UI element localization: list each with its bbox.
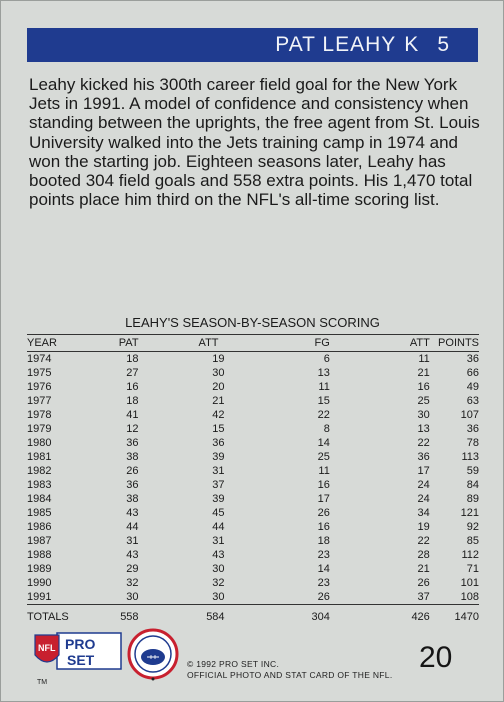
table-row [27, 478, 479, 492]
table-row [27, 408, 479, 422]
cell-fg-att: 13 [417, 423, 430, 435]
cell-fg: 25 [317, 451, 330, 463]
cell-pat-att: 45 [212, 507, 225, 519]
cell-pat-att: 39 [212, 451, 225, 463]
stats-title: LEAHY'S SEASON-BY-SEASON SCORING [125, 315, 380, 330]
cell-year: 1984 [27, 493, 52, 505]
cell-fg: 26 [317, 507, 330, 519]
card-number: 20 [419, 641, 453, 674]
cell-year: 1982 [27, 465, 52, 477]
cell-pat-att: 43 [212, 549, 225, 561]
table-row [27, 380, 479, 394]
cell-fg: 8 [323, 423, 330, 435]
cell-fg-att: 24 [417, 479, 430, 491]
cell-points: 66 [466, 367, 479, 379]
cell-points: 36 [466, 423, 479, 435]
cell-points: 89 [466, 493, 479, 505]
total-fg-att: 426 [330, 605, 430, 628]
cell-year: 1975 [27, 367, 52, 379]
cell-points: 63 [466, 395, 479, 407]
cell-pat: 30 [126, 591, 139, 603]
cell-year: 1979 [27, 423, 52, 435]
cell-year: 1980 [27, 437, 52, 449]
stats-body [27, 352, 479, 628]
cell-fg-att: 22 [417, 437, 430, 449]
logo-text-pro: PRO [65, 636, 96, 652]
cell-pat: 16 [126, 381, 139, 393]
player-name: PAT LEAHY [275, 33, 397, 56]
copyright-text [187, 659, 427, 681]
cell-pat: 31 [126, 535, 139, 547]
total-pat: 558 [69, 605, 139, 628]
cell-year: 1988 [27, 549, 52, 561]
cell-fg: 26 [317, 591, 330, 603]
cell-pat: 43 [126, 549, 139, 561]
cell-fg: 11 [318, 381, 330, 393]
cell-pat: 36 [126, 437, 139, 449]
cell-fg-att: 28 [417, 549, 430, 561]
table-row [27, 534, 479, 548]
cell-fg-att: 21 [417, 367, 430, 379]
cell-pat: 18 [126, 353, 139, 365]
cell-year: 1983 [27, 479, 52, 491]
cell-pat-att: 30 [212, 591, 225, 603]
cell-pat-att: 36 [212, 437, 225, 449]
table-row [27, 422, 479, 436]
cell-pat: 38 [126, 451, 139, 463]
cell-fg-att: 24 [417, 493, 430, 505]
cell-year: 1981 [27, 451, 52, 463]
cell-pat: 43 [126, 507, 139, 519]
cell-year: 1987 [27, 535, 52, 547]
cell-pat: 38 [126, 493, 139, 505]
cell-pat-att: 42 [212, 409, 225, 421]
copyright-line-2: OFFICIAL PHOTO AND STAT CARD OF THE NFL. [187, 670, 393, 680]
cell-pat-att: 30 [212, 563, 225, 575]
cell-points: 78 [466, 437, 479, 449]
cell-points: 85 [466, 535, 479, 547]
cell-fg: 15 [317, 395, 330, 407]
cell-pat: 36 [126, 479, 139, 491]
cell-pat-att: 21 [212, 395, 225, 407]
cell-pat: 12 [126, 423, 139, 435]
cell-year: 1974 [27, 353, 52, 365]
table-row [27, 366, 479, 380]
cell-pat-att: 19 [212, 353, 225, 365]
cell-points: 107 [460, 409, 479, 421]
cell-points: 112 [461, 549, 479, 561]
cell-pat: 18 [126, 395, 139, 407]
cell-points: 59 [466, 465, 479, 477]
cell-pat-att: 20 [212, 381, 225, 393]
cell-fg: 23 [317, 549, 330, 561]
cell-year: 1977 [27, 395, 52, 407]
cell-fg-att: 17 [417, 465, 430, 477]
table-row [27, 562, 479, 576]
cell-points: 101 [460, 577, 479, 589]
cell-year: 1985 [27, 507, 52, 519]
cell-fg: 16 [317, 521, 330, 533]
cell-year: 1986 [27, 521, 52, 533]
total-pat-att: 584 [139, 605, 225, 628]
total-fg: 304 [225, 605, 330, 628]
cell-fg-att: 21 [417, 563, 430, 575]
table-row [27, 492, 479, 506]
col-fg-att: ATT [330, 335, 430, 352]
cell-fg-att: 34 [417, 507, 430, 519]
stats-table [27, 334, 479, 627]
pro-set-logo [33, 629, 123, 673]
card-footer [1, 621, 504, 701]
table-row [27, 520, 479, 534]
table-row [27, 450, 479, 464]
cell-pat-att: 44 [212, 521, 225, 533]
total-points: 1470 [430, 605, 479, 628]
cell-fg: 6 [323, 353, 330, 365]
totals-label: TOTALS [27, 605, 69, 628]
table-row [27, 506, 479, 520]
cell-fg: 13 [317, 367, 330, 379]
cell-pat-att: 31 [212, 465, 225, 477]
cell-fg-att: 25 [417, 395, 430, 407]
cell-pat: 29 [126, 563, 139, 575]
cell-year: 1978 [27, 409, 52, 421]
cell-fg: 17 [317, 493, 330, 505]
col-pat: PAT [69, 335, 139, 352]
cell-pat-att: 37 [212, 479, 225, 491]
cell-pat-att: 15 [212, 423, 225, 435]
table-row [27, 394, 479, 408]
cell-points: 36 [466, 353, 479, 365]
cell-fg-att: 36 [417, 451, 430, 463]
cell-pat: 27 [126, 367, 139, 379]
stats-header-row [27, 335, 479, 352]
jersey-number: 5 [437, 33, 450, 56]
cell-pat: 32 [126, 577, 139, 589]
col-points: POINTS [430, 335, 479, 352]
cell-fg: 11 [318, 465, 330, 477]
table-row [27, 576, 479, 590]
col-pat-att: ATT [139, 335, 225, 352]
table-row [27, 436, 479, 450]
cell-pat-att: 30 [212, 367, 225, 379]
shield-text: NFL [38, 643, 56, 653]
cell-fg: 16 [317, 479, 330, 491]
cell-points: 108 [460, 591, 479, 603]
cell-fg: 14 [317, 437, 330, 449]
cell-year: 1990 [27, 577, 52, 589]
cell-fg: 23 [317, 577, 330, 589]
cell-year: 1976 [27, 381, 52, 393]
cell-pat-att: 31 [212, 535, 225, 547]
cell-points: 49 [466, 381, 479, 393]
col-year: YEAR [27, 335, 69, 352]
cell-year: 1989 [27, 563, 52, 575]
cell-pat: 26 [126, 465, 139, 477]
cell-fg-att: 30 [417, 409, 430, 421]
name-banner [27, 28, 478, 62]
player-position: K [404, 33, 420, 56]
cell-fg-att: 22 [417, 535, 430, 547]
cell-year: 1991 [27, 591, 52, 603]
copyright-line-1: © 1992 PRO SET INC. [187, 659, 280, 669]
cell-points: 84 [466, 479, 479, 491]
cell-fg: 14 [317, 563, 330, 575]
cell-fg-att: 19 [417, 521, 430, 533]
cell-pat-att: 32 [212, 577, 225, 589]
table-row [27, 464, 479, 478]
cell-points: 71 [466, 563, 479, 575]
cell-fg-att: 16 [417, 381, 430, 393]
cell-fg-att: 37 [417, 591, 430, 603]
cell-points: 121 [460, 507, 479, 519]
cell-pat: 44 [126, 521, 139, 533]
table-row [27, 590, 479, 605]
bio-text: Leahy kicked his 300th career field goal for the New York Jets in 1991. A model of confidence and consistency when standing between the uprights, the free agent from St. Louis University walked into the Jets training camp in 1974 and won the starting job. Eighteen seasons later, Leahy has booted 304 field goals and 558 extra points. His 1,470 total points place him third on the NFL's all-time scoring list. [29, 75, 480, 210]
cell-fg-att: 11 [418, 353, 430, 365]
cell-points: 92 [466, 521, 479, 533]
cell-fg: 22 [317, 409, 330, 421]
cell-fg: 18 [317, 535, 330, 547]
table-row [27, 352, 479, 367]
cell-pat: 41 [126, 409, 139, 421]
nfl-football-seal-icon [125, 627, 181, 681]
logo-text-set: SET [67, 652, 95, 668]
cell-points: 113 [461, 451, 479, 463]
col-fg: FG [225, 335, 330, 352]
cell-fg-att: 26 [417, 577, 430, 589]
cell-pat-att: 39 [212, 493, 225, 505]
trademark-mark: TM [37, 679, 48, 686]
table-row [27, 548, 479, 562]
